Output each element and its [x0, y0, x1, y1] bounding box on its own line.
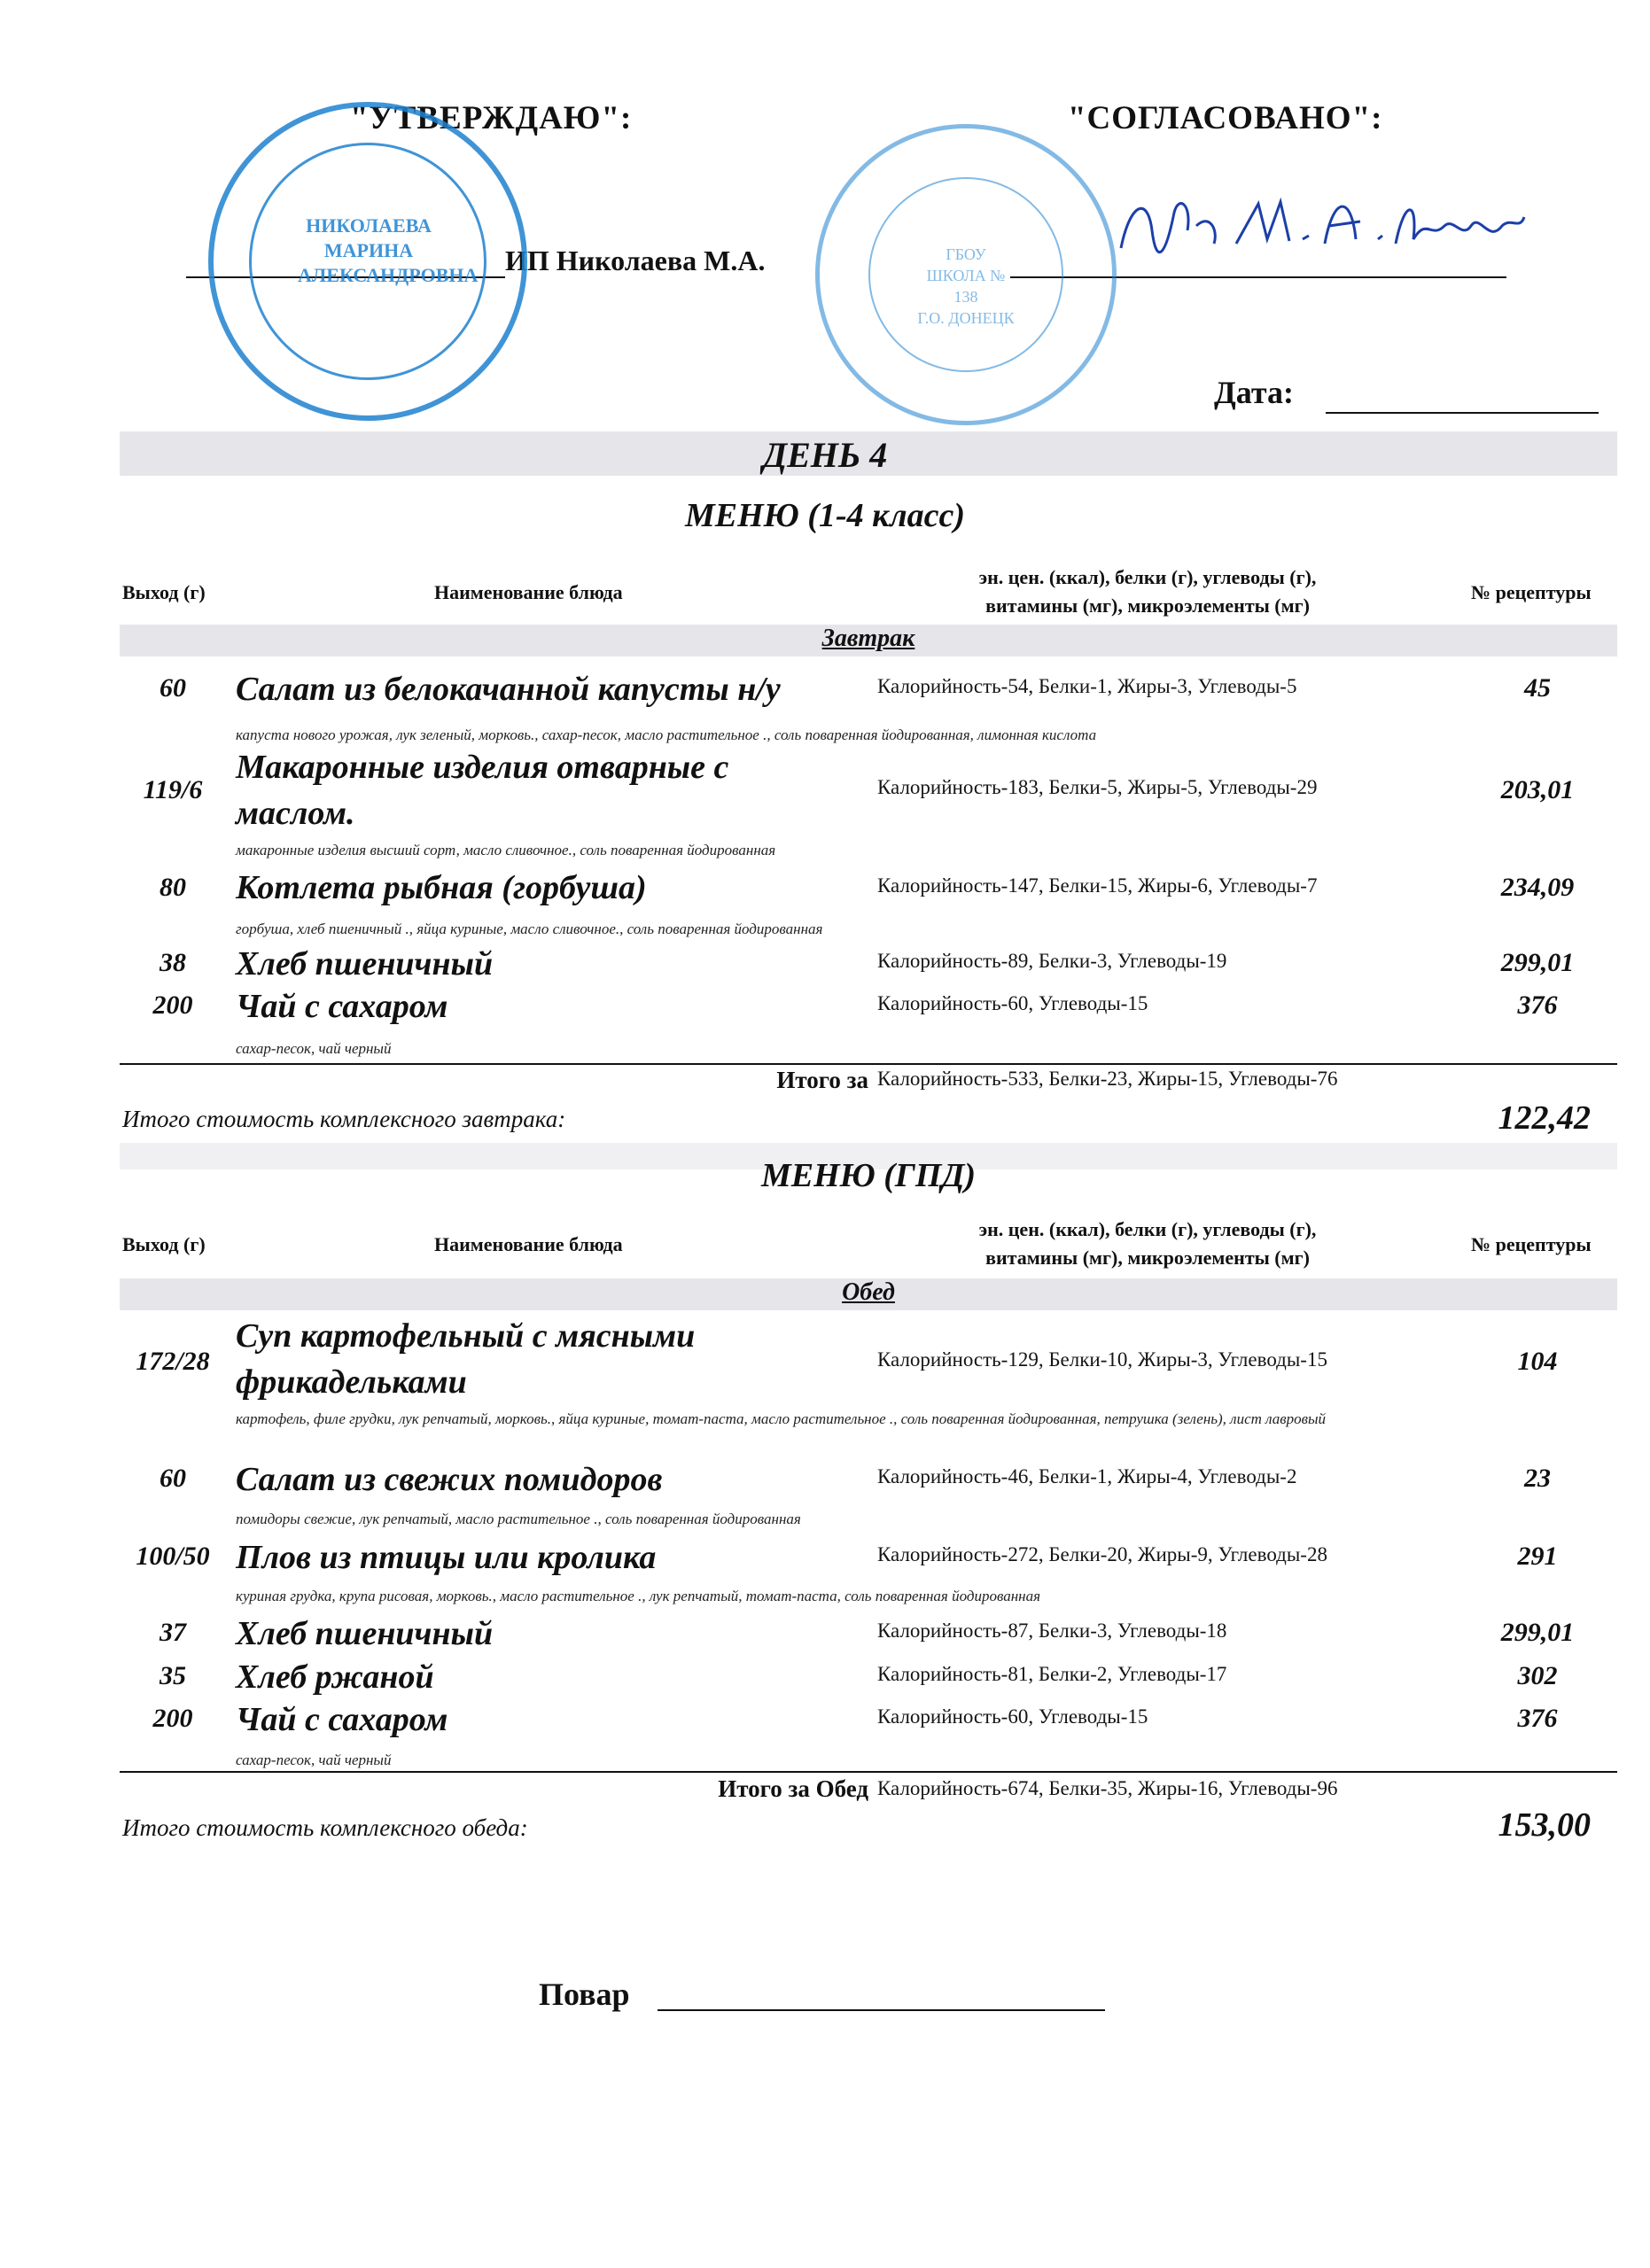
item-ingredients: картофель, филе грудки, лук репчатый, морковь., яйца куриные, томат-паста, масло растительное ., соль поваренная йодированная, петрушка (зелень), лист лавровый [236, 1410, 1327, 1427]
item-name: Салат из белокачанной капусты н/у [236, 671, 781, 708]
col-recipe-1: № рецептуры [1471, 581, 1592, 603]
item-recipe: 45 [1524, 673, 1551, 703]
item-nutrition: Калорийность-87, Белки-3, Углеводы-18 [877, 1619, 1227, 1642]
date-label: Дата: [1214, 375, 1294, 410]
col-nutrition-1: эн. цен. (ккал), белки (г), углеводы (г), витамины (мг), микроэлементы (мг) [978, 566, 1317, 617]
item-nutrition: Калорийность-46, Белки-1, Жиры-4, Углеводы-2 [877, 1465, 1297, 1487]
item-output: 35 [160, 1661, 186, 1690]
item-recipe: 376 [1517, 990, 1558, 1020]
item-output: 200 [152, 1704, 193, 1733]
item-recipe: 291 [1517, 1542, 1558, 1571]
col-name-1: Наименование блюда [434, 581, 623, 603]
item-nutrition: Калорийность-89, Белки-3, Углеводы-19 [877, 950, 1227, 972]
item-nutrition: Калорийность-147, Белки-15, Жиры-6, Углеводы-7 [877, 874, 1318, 897]
item-ingredients: куриная грудка, крупа рисовая, морковь., масло растительное ., лук репчатый, томат-паста, соль поваренная йодированная [236, 1588, 1040, 1604]
item-nutrition: Калорийность-54, Белки-1, Жиры-3, Углеводы-5 [877, 675, 1297, 697]
item-output: 60 [160, 1464, 186, 1493]
menu-title-1: МЕНЮ (1-4 класс) [684, 497, 966, 534]
item-output: 119/6 [143, 775, 203, 804]
item-output: 38 [160, 948, 186, 977]
item-name: Макаронные изделия отварные с маслом. [236, 749, 729, 832]
item-nutrition: Калорийность-81, Белки-2, Углеводы-17 [877, 1663, 1227, 1685]
school-seal [815, 124, 1117, 425]
seal-name-text: НИКОЛАЕВА МАРИНА АЛЕКСАНДРОВНА [298, 214, 479, 286]
total-rule-1 [120, 1063, 1617, 1065]
item-nutrition: Калорийность-272, Белки-20, Жиры-9, Углеводы-28 [877, 1543, 1327, 1565]
item-nutrition: Калорийность-60, Углеводы-15 [877, 992, 1148, 1014]
col-recipe-2: № рецептуры [1471, 1233, 1592, 1255]
item-nutrition: Калорийность-60, Углеводы-15 [877, 1705, 1148, 1728]
menu-title-2: МЕНЮ (ГПД) [760, 1157, 977, 1194]
handwritten-signature [1112, 177, 1529, 275]
item-name: Хлеб пшеничный [236, 1615, 494, 1652]
day-title: ДЕНЬ 4 [762, 435, 888, 475]
item-recipe: 299,01 [1500, 948, 1575, 977]
item-name: Чай с сахаром [236, 1701, 448, 1738]
col-output-2: Выход (г) [122, 1233, 206, 1255]
cook-label: Повар [539, 1977, 630, 2012]
item-recipe: 302 [1517, 1661, 1558, 1690]
cook-signature-line [658, 2009, 1105, 2011]
item-output: 200 [152, 990, 193, 1020]
total-rule-2 [120, 1771, 1617, 1773]
item-output: 172/28 [136, 1347, 210, 1376]
item-output: 60 [160, 673, 186, 703]
cost-label-1: Итого стоимость комплексного завтрака: [122, 1106, 566, 1132]
item-recipe: 299,01 [1500, 1618, 1575, 1647]
item-name: Салат из свежих помидоров [236, 1461, 663, 1498]
item-nutrition: Калорийность-129, Белки-10, Жиры-3, Углеводы-15 [877, 1348, 1327, 1371]
item-recipe: 23 [1524, 1464, 1551, 1493]
item-name: Хлеб пшеничный [236, 945, 494, 983]
section-lunch: Обед [842, 1278, 895, 1306]
item-ingredients: сахар-песок, чай черный [236, 1751, 392, 1768]
col-name-2: Наименование блюда [434, 1233, 623, 1255]
agreed-title: "СОГЛАСОВАНО": [1068, 100, 1383, 136]
approve-title: "УТВЕРЖДАЮ": [350, 100, 633, 136]
item-name: Хлеб ржаной [236, 1658, 434, 1696]
section-breakfast: Завтрак [821, 625, 915, 652]
item-name: Плов из птицы или кролика [236, 1539, 657, 1576]
date-line [1326, 412, 1599, 414]
col-output-1: Выход (г) [122, 581, 206, 603]
item-recipe: 104 [1517, 1347, 1558, 1376]
total-label-2: Итого за Обед [718, 1775, 868, 1802]
item-ingredients: сахар-песок, чай черный [236, 1040, 392, 1057]
item-output: 37 [160, 1618, 186, 1647]
item-ingredients: горбуша, хлеб пшеничный ., яйца куриные, масло сливочное., соль поваренная йодированная [236, 920, 823, 937]
item-ingredients: капуста нового урожая, лук зеленый, морковь., сахар-песок, масло растительное ., соль поваренная йодированная, лимонная кислота [236, 726, 1097, 743]
item-name: Суп картофельный с мясными фрикадельками [236, 1317, 696, 1401]
total-label-1: Итого за [776, 1067, 868, 1093]
item-ingredients: помидоры свежие, лук репчатый, масло растительное ., соль поваренная йодированная [236, 1511, 801, 1527]
approve-signer: ИП Николаева М.А. [505, 245, 766, 276]
total-nutrition-2: Калорийность-674, Белки-35, Жиры-16, Углеводы-96 [877, 1777, 1338, 1799]
item-nutrition: Калорийность-183, Белки-5, Жиры-5, Углеводы-29 [877, 776, 1318, 798]
item-output: 100/50 [136, 1542, 210, 1571]
item-output: 80 [160, 873, 186, 902]
item-name: Чай с сахаром [236, 988, 448, 1025]
col-nutrition-2: эн. цен. (ккал), белки (г), углеводы (г), витамины (мг), микроэлементы (мг) [978, 1218, 1317, 1269]
item-recipe: 203,01 [1500, 775, 1575, 804]
cost-label-2: Итого стоимость комплексного обеда: [122, 1814, 528, 1841]
cost-value-1: 122,42 [1498, 1099, 1591, 1137]
total-nutrition-1: Калорийность-533, Белки-23, Жиры-15, Углеводы-76 [877, 1068, 1338, 1090]
item-name: Котлета рыбная (горбуша) [236, 869, 647, 906]
entrepreneur-seal [208, 102, 527, 421]
item-ingredients: макаронные изделия высший сорт, масло сливочное., соль поваренная йодированная [236, 842, 776, 858]
item-recipe: 376 [1517, 1704, 1558, 1733]
seal-school-text: ГБОУ ШКОЛА № 138 Г.О. ДОНЕЦК [917, 245, 1015, 327]
item-recipe: 234,09 [1500, 873, 1575, 902]
cost-value-2: 153,00 [1498, 1806, 1591, 1844]
